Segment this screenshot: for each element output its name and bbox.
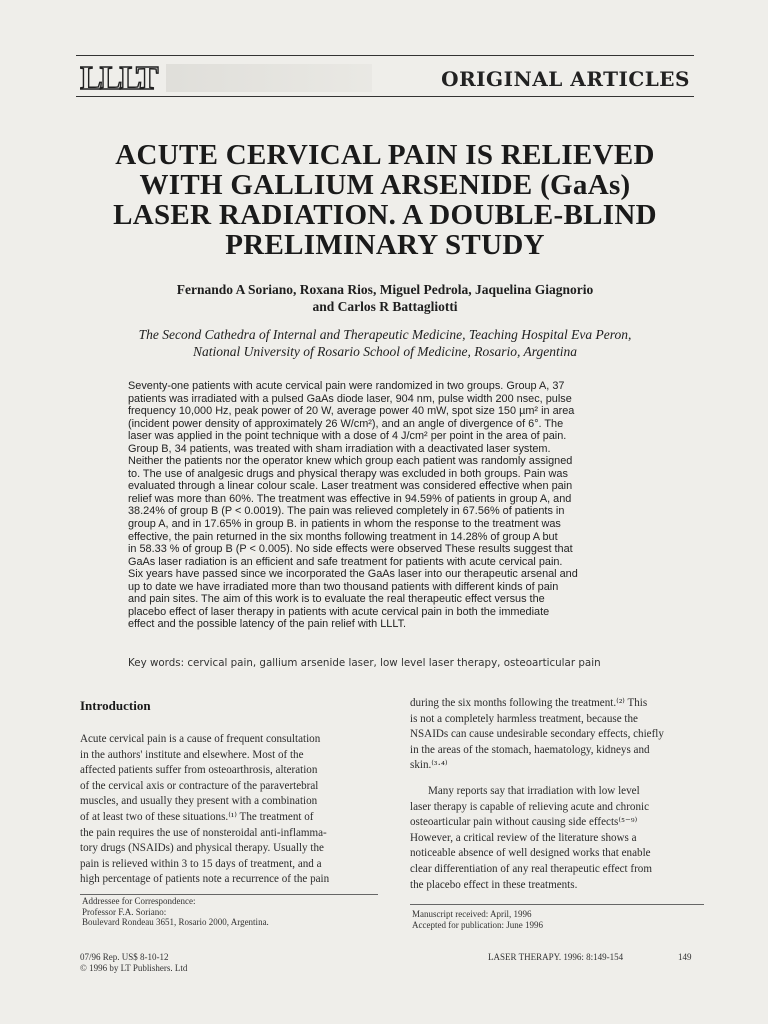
page-number: 149 bbox=[678, 952, 692, 962]
body-line: osteoarticular pain without causing side effects⁽⁵⁻⁹⁾ bbox=[410, 816, 638, 829]
manuscript-dates bbox=[412, 909, 543, 930]
abstract-line: Six years have passed since we incorporated the GaAs laser into our therapeutic arsenal and bbox=[128, 568, 578, 581]
affiliation-line: National University of Rosario School of Medicine, Rosario, Argentina bbox=[193, 344, 577, 359]
title-line: LASER RADIATION. A DOUBLE-BLIND bbox=[113, 199, 657, 231]
header-top-rule bbox=[76, 55, 694, 56]
article-title bbox=[60, 140, 710, 260]
body-line: of the cervical axis or contracture of the paravertebral bbox=[80, 779, 319, 792]
body-line: skin.⁽³·⁴⁾ bbox=[410, 759, 448, 772]
body-line: during the six months following the treatment.⁽²⁾ This bbox=[410, 697, 648, 709]
abstract-line: relief was more than 60%. The treatment was effective in 94.59% of patients in group A, and bbox=[128, 492, 572, 505]
correspondence-line: Addressee for Correspondence: bbox=[82, 896, 196, 906]
abstract-line: Seventy-one patients with acute cervical pain were randomized in two groups. Group A, 37 bbox=[128, 380, 565, 392]
correspondence-note bbox=[82, 896, 269, 928]
body-line: NSAIDs can cause undesirable secondary effects, chiefly bbox=[410, 728, 664, 741]
abstract-line: to. The use of analgesic drugs and physical therapy was excluded in both groups. Pain was bbox=[128, 467, 568, 480]
abstract-line: Neither the patients nor the operator knew which group each patient was randomly assigned bbox=[128, 455, 573, 468]
abstract-line: effective, the pain returned in the six months following treatment in 14.28% of group A but bbox=[128, 530, 558, 543]
footer-journal-citation: LASER THERAPY. 1996: 8:149-154 bbox=[488, 952, 624, 962]
abstract-line: GaAs laser radiation is an efficient and safe treatment for patients with acute cervical pain. bbox=[128, 555, 563, 568]
correspondence-line: Professor F.A. Soriano: bbox=[82, 906, 167, 917]
manuscript-line: Accepted for publication: June 1996 bbox=[412, 919, 543, 930]
abstract-line: up to date we have irradiated more than two thousand patients with different kinds of pain bbox=[128, 580, 559, 593]
body-line: However, a critical review of the literature shows a bbox=[410, 831, 637, 844]
body-line: in the authors' institute and elsewhere. Most of the bbox=[80, 748, 304, 761]
body-line: the placebo effect in these treatments. bbox=[410, 878, 578, 891]
body-line: tory drugs (NSAIDs) and physical therapy. Usually the bbox=[80, 842, 324, 855]
abstract-line: patients was irradiated with a pulsed GaAs diode laser, 904 nm, pulse width 200 nsec, pulse bbox=[128, 392, 572, 405]
intro-column-right-paragraph-1 bbox=[410, 696, 704, 774]
body-line: clear differentiation of any real therapeutic effect from bbox=[410, 862, 652, 875]
body-line: pain is relieved within 3 to 15 days of treatment, and a bbox=[80, 857, 322, 870]
abstract-line: Group B, 34 patients, was treated with sham irradiation with a deactivated laser system. bbox=[128, 442, 551, 455]
abstract-line: placebo effect of laser therapy in patients with acute cervical pain in both the immediate bbox=[128, 605, 550, 618]
body-line: noticeable absence of well designed works that enable bbox=[410, 847, 651, 860]
footer-line: 07/96 Rep. US$ 8-10-12 bbox=[80, 952, 169, 962]
title-line: ACUTE CERVICAL PAIN IS RELIEVED bbox=[115, 139, 655, 171]
abstract-line: laser was applied in the point technique with a dose of 4 J/cm² per point in the area of pain. bbox=[128, 430, 567, 443]
affiliation bbox=[60, 326, 710, 360]
body-line: of at least two of these situations.⁽¹⁾ The treatment of bbox=[80, 810, 314, 823]
abstract-line: in 58.33 % of group B (P < 0.005). No side effects were observed These results suggest that bbox=[128, 543, 573, 556]
title-line: PRELIMINARY STUDY bbox=[225, 229, 545, 261]
footnote-rule-left bbox=[80, 894, 378, 895]
title-line: WITH GALLIUM ARSENIDE (GaAs) bbox=[139, 169, 631, 201]
abstract bbox=[128, 380, 668, 631]
authors-line: Fernando A Soriano, Roxana Rios, Miguel Pedrola, Jaquelina Giagnorio bbox=[176, 282, 594, 297]
footnote-rule-right bbox=[410, 904, 704, 905]
keywords: Key words: cervical pain, gallium arsenide laser, low level laser therapy, osteoarticular pain bbox=[128, 657, 601, 669]
abstract-line: evaluated through a linear colour scale. Laser treatment was considered effective when pain bbox=[128, 480, 573, 493]
intro-column-left bbox=[80, 732, 378, 888]
logo-text: LLLT bbox=[80, 62, 156, 92]
affiliation-line: The Second Cathedra of Internal and Therapeutic Medicine, Teaching Hospital Eva Peron, bbox=[138, 327, 632, 342]
footer-price-copyright bbox=[80, 952, 187, 973]
body-line: laser therapy is capable of relieving acute and chronic bbox=[410, 800, 650, 813]
body-line: high percentage of patients note a recurrence of the pain bbox=[80, 873, 330, 886]
body-line: muscles, and usually they present with a combination bbox=[80, 795, 318, 808]
correspondence-line: Boulevard Rondeau 3651, Rosario 2000, Argentina. bbox=[82, 917, 269, 927]
abstract-line: effect and the possible latency of the pain relief with LLLT. bbox=[128, 618, 407, 631]
body-line: affected patients suffer from osteoarthrosis, alteration bbox=[80, 764, 318, 777]
body-line: Many reports say that irradiation with low level bbox=[428, 785, 640, 797]
authors-line: and Carlos R Battagliotti bbox=[312, 299, 458, 314]
abstract-line: 38.24% of group B (P < 0.0019). The pain was relieved completely in 67.56% of patients in bbox=[128, 505, 565, 518]
body-line: in the areas of the stomach, haematology, kidneys and bbox=[410, 743, 650, 756]
footer-line: © 1996 by LT Publishers. Ltd bbox=[80, 962, 188, 973]
journal-logo bbox=[80, 62, 164, 92]
header-bottom-rule bbox=[76, 96, 694, 97]
section-heading-introduction: Introduction bbox=[80, 698, 151, 713]
manuscript-line: Manuscript received: April, 1996 bbox=[412, 909, 532, 919]
header-grey-band bbox=[166, 64, 372, 92]
section-label: ORIGINAL ARTICLES bbox=[441, 67, 690, 91]
body-line: is not a completely harmless treatment, because the bbox=[410, 712, 638, 725]
authors bbox=[80, 281, 690, 315]
abstract-line: frequency 10,000 Hz, peak power of 20 W, average power 40 mW, spot size 150 µm² in area bbox=[128, 405, 575, 418]
intro-column-right-paragraph-2 bbox=[410, 784, 704, 893]
abstract-line: group A, and in 17.65% in group B. in patients in whom the response to the treatment was bbox=[128, 518, 561, 531]
abstract-line: (incident power density of approximately 26 W/cm²), and an angle of divergence of 6°. The bbox=[128, 417, 564, 430]
abstract-line: and pain sites. The aim of this work is to evaluate the real therapeutic effect versus the bbox=[128, 593, 545, 606]
body-line: the pain requires the use of nonsteroidal anti-inflamma- bbox=[80, 826, 327, 839]
body-line: Acute cervical pain is a cause of frequent consultation bbox=[80, 733, 321, 745]
